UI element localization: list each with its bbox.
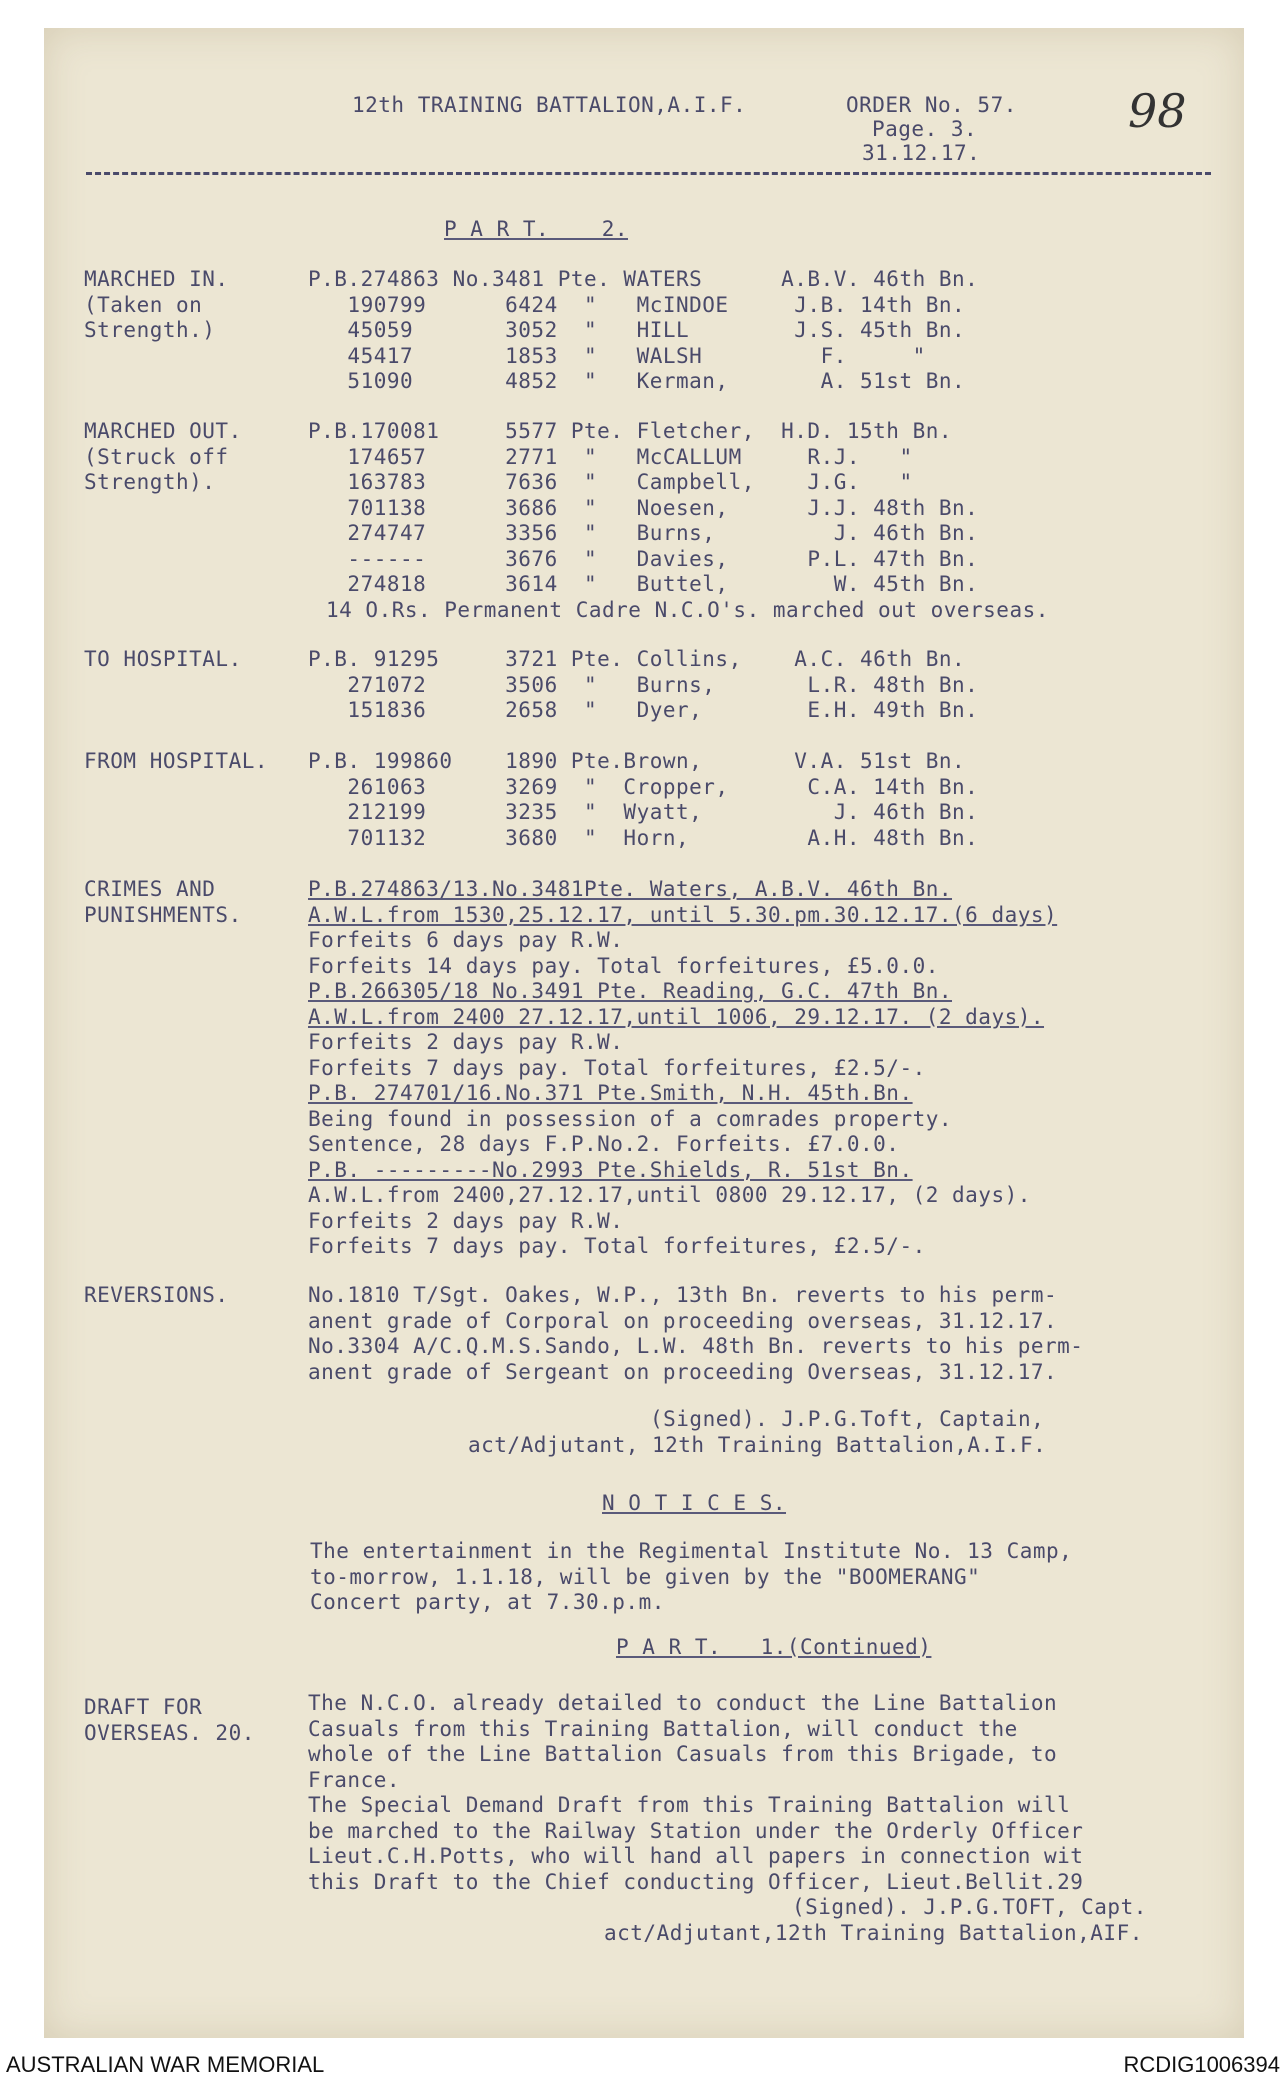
draft-line: this Draft to the Chief conducting Officer, Lieut.Bellit.29: [308, 1869, 1084, 1894]
header-divider: [86, 172, 1211, 175]
crimes-row: P.B.274863/13.No.3481Pte. Waters, A.B.V. 46th Bn.: [308, 877, 953, 901]
marched-out-row: 163783 7636 " Campbell, J.G. ": [308, 470, 913, 494]
notice-line: The entertainment in the Regimental Institute No. 13 Camp,: [310, 1539, 1073, 1563]
crimes-row: Forfeits 7 days pay. Total forfeitures, £2.5/-.: [308, 1055, 926, 1080]
signature-1-title: act/Adjutant, 12th Training Battalion,A.I.F.: [468, 1433, 1047, 1457]
marched-in-row: 45417 1853 " WALSH F. ": [308, 343, 926, 368]
marched-out-row: 274747 3356 " Burns, J. 46th Bn.: [308, 521, 979, 545]
reversions-row: anent grade of Corporal on proceeding overseas, 31.12.17.: [308, 1308, 1058, 1333]
crimes-row: Sentence, 28 days F.P.No.2. Forfeits. £7.0.0.: [308, 1132, 900, 1156]
crimes-row: A.W.L.from 2400 27.12.17,until 1006, 29.12.17. (2 days).: [308, 1004, 1045, 1029]
notices-title: N O T I C E S.: [602, 1491, 787, 1515]
crimes-row: A.W.L.from 1530,25.12.17, until 5.30.pm.30.12.17.(6 days): [308, 902, 1058, 927]
marched-in-row: 45059 3052 " HILL J.S. 45th Bn.: [308, 318, 966, 342]
header-date: 31.12.17.: [862, 141, 981, 165]
part-title: P A R T. 2.: [444, 217, 629, 241]
draft-line: France.: [308, 1767, 401, 1792]
from-hospital-label: FROM HOSPITAL.: [84, 749, 269, 773]
marched-out-label: Strength).: [84, 470, 216, 494]
marched-out-row: 174657 2771 " McCALLUM R.J. ": [308, 444, 913, 469]
reversions-label: REVERSIONS.: [84, 1283, 229, 1307]
marched-in-label: Strength.): [84, 318, 216, 342]
draft-line: be marched to the Railway Station under the Orderly Officer: [308, 1818, 1084, 1843]
crimes-row: Forfeits 2 days pay R.W.: [308, 1208, 624, 1233]
marched-in-row: P.B.274863 No.3481 Pte. WATERS A.B.V. 46th Bn.: [308, 267, 979, 291]
crimes-row: Being found in possession of a comrades property.: [308, 1106, 953, 1131]
crimes-row: P.B. ---------No.2993 Pte.Shields, R. 51st Bn.: [308, 1157, 913, 1182]
crimes-row: Forfeits 6 days pay R.W.: [308, 928, 624, 952]
draft-label: OVERSEAS. 20.: [84, 1720, 255, 1745]
crimes-row: A.W.L.from 2400,27.12.17,until 0800 29.12.17, (2 days).: [308, 1183, 1031, 1207]
crimes-label: PUNISHMENTS.: [84, 902, 242, 927]
to-hospital-label: TO HOSPITAL.: [84, 647, 242, 671]
notice-line: to-morrow, 1.1.18, will be given by the "BOOMERANG": [310, 1564, 981, 1589]
crimes-row: Forfeits 14 days pay. Total forfeitures, £5.0.0.: [308, 953, 939, 978]
reversions-row: No.1810 T/Sgt. Oakes, W.P., 13th Bn. reverts to his perm-: [308, 1283, 1058, 1307]
footer-right: RCDIG1006394: [1123, 2052, 1280, 2077]
draft-line: Casuals from this Training Battalion, will conduct the: [308, 1716, 1018, 1741]
from-hospital-row: 261063 3269 " Cropper, C.A. 14th Bn.: [308, 774, 979, 799]
from-hospital-row: 701132 3680 " Horn, A.H. 48th Bn.: [308, 825, 979, 850]
to-hospital-row: 151836 2658 " Dyer, E.H. 49th Bn.: [308, 698, 979, 722]
marched-out-row: ------ 3676 " Davies, P.L. 47th Bn.: [308, 546, 979, 571]
draft-line: Lieut.C.H.Potts, who will hand all papers in connection wit: [308, 1844, 1084, 1868]
crimes-row: Forfeits 2 days pay R.W.: [308, 1030, 624, 1054]
marched-out-row: 274818 3614 " Buttel, W. 45th Bn.: [308, 572, 979, 596]
marched-out-row: P.B.170081 5577 Pte. Fletcher, H.D. 15th Bn.: [308, 419, 953, 443]
signature-2-line: (Signed). J.P.G.TOFT, Capt.: [792, 1895, 1147, 1919]
marched-out-row: 701138 3686 " Noesen, J.J. 48th Bn.: [308, 495, 979, 520]
marched-in-label: (Taken on: [84, 292, 203, 317]
signature-2-title: act/Adjutant,12th Training Battalion,AIF.: [604, 1921, 1143, 1945]
draft-line: The Special Demand Draft from this Training Battalion will: [308, 1793, 1071, 1817]
crimes-label: CRIMES AND: [84, 877, 216, 901]
draft-line: whole of the Line Battalion Casuals from this Brigade, to: [308, 1742, 1058, 1766]
header-order: ORDER No. 57.: [846, 93, 1017, 117]
crimes-row: Forfeits 7 days pay. Total forfeitures, £2.5/-.: [308, 1234, 926, 1258]
handwritten-page-number: 98: [1128, 84, 1187, 138]
from-hospital-row: 212199 3235 " Wyatt, J. 46th Bn.: [308, 800, 979, 824]
to-hospital-row: P.B. 91295 3721 Pte. Collins, A.C. 46th Bn.: [308, 647, 966, 671]
marched-out-label: (Struck off: [84, 444, 229, 469]
reversions-row: anent grade of Sergeant on proceeding Overseas, 31.12.17.: [308, 1359, 1058, 1384]
draft-line: The N.C.O. already detailed to conduct the Line Battalion: [308, 1691, 1058, 1715]
footer-left: AUSTRALIAN WAR MEMORIAL: [6, 2052, 325, 2077]
marched-in-row: 190799 6424 " McINDOE J.B. 14th Bn.: [308, 292, 966, 317]
from-hospital-row: P.B. 199860 1890 Pte.Brown, V.A. 51st Bn.: [308, 749, 966, 773]
part-continued-title: P A R T. 1.(Continued): [616, 1635, 932, 1659]
marched-in-label: MARCHED IN.: [84, 267, 229, 291]
marched-in-row: 51090 4852 " Kerman, A. 51st Bn.: [308, 369, 966, 393]
crimes-row: P.B. 274701/16.No.371 Pte.Smith, N.H. 45th.Bn.: [308, 1081, 913, 1105]
notice-line: Concert party, at 7.30.p.m.: [310, 1590, 665, 1614]
to-hospital-row: 271072 3506 " Burns, L.R. 48th Bn.: [308, 672, 979, 697]
footer-bar: [0, 2046, 1288, 2082]
header-page: Page. 3.: [872, 117, 978, 141]
signature-1-line: (Signed). J.P.G.Toft, Captain,: [650, 1407, 1045, 1431]
draft-label: DRAFT FOR: [84, 1695, 203, 1719]
marched-out-note: 14 O.Rs. Permanent Cadre N.C.O's. marched out overseas.: [326, 597, 1049, 622]
reversions-row: No.3304 A/C.Q.M.S.Sando, L.W. 48th Bn. reverts to his perm-: [308, 1334, 1084, 1358]
marched-out-label: MARCHED OUT.: [84, 419, 242, 443]
crimes-row: P.B.266305/18 No.3491 Pte. Reading, G.C. 47th Bn.: [308, 979, 953, 1003]
header-unit: 12th TRAINING BATTALION,A.I.F.: [352, 93, 747, 117]
